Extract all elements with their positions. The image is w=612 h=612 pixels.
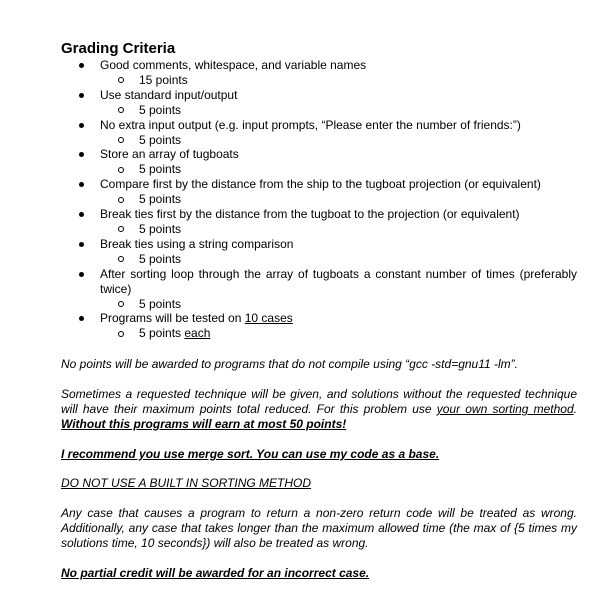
criterion-item <box>61 58 577 73</box>
hollow-bullet-icon <box>118 331 124 337</box>
bullet-icon <box>79 242 84 247</box>
max-points-warning: Without this programs will earn at most 50 points! <box>61 416 347 431</box>
grading-criteria-heading: Grading Criteria <box>61 40 176 57</box>
criterion-item <box>61 237 577 252</box>
criterion-text: Break ties using a string comparison <box>100 236 294 251</box>
hollow-bullet-icon <box>118 256 124 262</box>
criterion-item <box>61 207 577 222</box>
hollow-bullet-icon <box>118 167 124 173</box>
criterion-text: Break ties first by the distance from the tugboat to the projection (or equivalent) <box>100 207 520 222</box>
bullet-icon <box>79 123 84 128</box>
criterion-item <box>61 267 577 297</box>
criterion-points: 5 points <box>61 133 577 148</box>
partial-credit-note: No partial credit will be awarded for an incorrect case. <box>61 565 370 580</box>
ten-cases-link: 10 cases <box>244 311 293 326</box>
criterion-item <box>61 147 577 162</box>
criterion-points: 5 points <box>61 192 577 207</box>
compile-note: No points will be awarded to programs that do not compile using “gcc -std=gnu11 -lm”. <box>61 357 519 372</box>
criterion-points: 5 points each <box>61 326 577 341</box>
hollow-bullet-icon <box>118 137 124 143</box>
criterion-points: 5 points <box>61 162 577 177</box>
criterion-points: 5 points <box>61 297 577 312</box>
builtin-sort-warning: DO NOT USE A BUILT IN SORTING METHOD <box>61 476 312 491</box>
criterion-points: 5 points <box>61 222 577 237</box>
hollow-bullet-icon <box>118 301 124 307</box>
own-sorting-method: your own sorting method <box>436 402 574 417</box>
bullet-icon <box>79 316 84 321</box>
bullet-icon <box>79 93 84 98</box>
criteria-list <box>61 58 577 311</box>
document-page <box>61 40 577 581</box>
criterion-text: Compare first by the distance from the ship to the tugboat projection (or equivalent) <box>100 177 541 192</box>
bullet-icon <box>79 182 84 187</box>
criterion-text: No extra input output (e.g. input prompts, “Please enter the number of friends:”) <box>100 117 521 132</box>
criterion-item <box>61 177 577 192</box>
bullet-icon <box>79 63 84 68</box>
criterion-text: Store an array of tugboats <box>100 147 239 162</box>
each-link: each <box>184 326 211 341</box>
criteria-list-last <box>61 311 577 341</box>
wrong-case-paragraph: Any case that causes a program to return a non-zero return code will be treated as wrong. Additionally, any case that takes longer than the maximum allowed time (the max of {5 times my solutions time, 10 seconds}) will also be treated as wrong. <box>61 506 577 550</box>
criterion-text: After sorting loop through the array of tugboats a constant number of times (preferably twice) <box>100 266 577 296</box>
criterion-text: Use standard input/output <box>100 87 238 102</box>
criterion-item <box>61 88 577 103</box>
criterion-item <box>61 118 577 133</box>
criterion-points: 5 points <box>61 103 577 118</box>
hollow-bullet-icon <box>118 226 124 232</box>
criterion-item <box>61 311 577 326</box>
merge-sort-recommendation: I recommend you use merge sort. You can use my code as a base. <box>61 446 440 461</box>
bullet-icon <box>79 152 84 157</box>
criterion-points: 15 points <box>61 73 577 88</box>
hollow-bullet-icon <box>118 197 124 203</box>
bullet-icon <box>79 212 84 217</box>
criterion-points: 5 points <box>61 252 577 267</box>
criterion-text: Programs will be tested on 10 cases <box>100 311 293 326</box>
technique-paragraph: Sometimes a requested technique will be given, and solutions without the requested technique will have their maximum points total reduced. For this problem use your own sorting method. Without this programs will earn at most 50 points! <box>61 387 578 431</box>
hollow-bullet-icon <box>118 77 124 83</box>
hollow-bullet-icon <box>118 107 124 113</box>
criterion-text: Good comments, whitespace, and variable names <box>100 58 367 72</box>
bullet-icon <box>79 272 84 277</box>
